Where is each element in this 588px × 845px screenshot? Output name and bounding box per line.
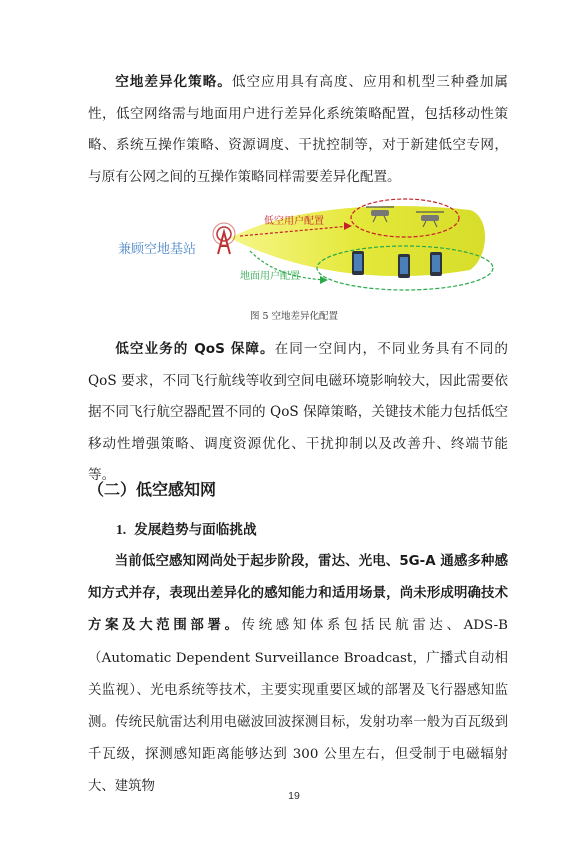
figure-caption: 图 5 空地差异化配置: [249, 311, 339, 322]
phone-icon: [398, 254, 410, 278]
base-station-label: 兼顾空地基站: [118, 242, 197, 257]
paragraph-lead: 低空业务的 QoS 保障。: [115, 341, 275, 357]
sub-heading-number: 1.: [116, 522, 127, 537]
sub-heading-title: 发展趋势与面临挑战: [134, 522, 257, 538]
air-ground-figure: [90, 196, 520, 296]
paragraph-qos: [88, 334, 508, 492]
paragraph-air-ground-strategy: [88, 67, 508, 193]
low-altitude-label: 低空用户配置: [264, 216, 324, 227]
sub-heading: [116, 518, 257, 538]
paragraph-body: 传统感知体系包括民航雷达、ADS-B（Automatic Dependent Surveillance Broadcast，广播式自动相关监视）、光电系统等技术，主要实现重要区域的部署及飞行器感知监测。传统民航雷达利用电磁波回波探测目标，发射功率一般为百瓦级到千瓦级，探测感知距离能够达到 300 公里左右，但受制于电磁辐射大、建筑物: [88, 618, 508, 795]
ground-label: 地面用户配置: [240, 271, 300, 282]
paragraph-body: 低空应用具有高度、应用和机型三种叠加属性，低空网络需与地面用户进行差异化系统策略配置，包括移动性策略、系统互操作策略、资源调度、干扰控制等，对于新建低空专网，与原有公网之间的互操作策略同样需要差异化配置。: [88, 74, 509, 185]
phone-icon: [430, 252, 442, 276]
paragraph-lead: 空地差异化策略。: [115, 74, 232, 90]
phone-icon: [352, 251, 364, 275]
page-number: 19: [288, 790, 300, 802]
paragraph-sensing-network: [88, 546, 508, 804]
paragraph-lead: 当前低空感知网尚处于起步阶段，雷达、光电、5G-A 通感多种感知方式并存，表现出差异化的感知能力和适用场景，尚未形成明确技术方案及大范围部署。: [88, 554, 508, 634]
section-heading: （二）低空感知网: [88, 480, 217, 499]
paragraph-body: 在同一空间内，不同业务具有不同的 QoS 要求，不同飞行航线等收到空间电磁环境影响较大，因此需要依据不同飞行航空器配置不同的 QoS 保障策略，关键技术能力包括低空移动性增强策略、调度资源优化、干扰抑制以及改善升、终端节能等。: [88, 341, 508, 483]
